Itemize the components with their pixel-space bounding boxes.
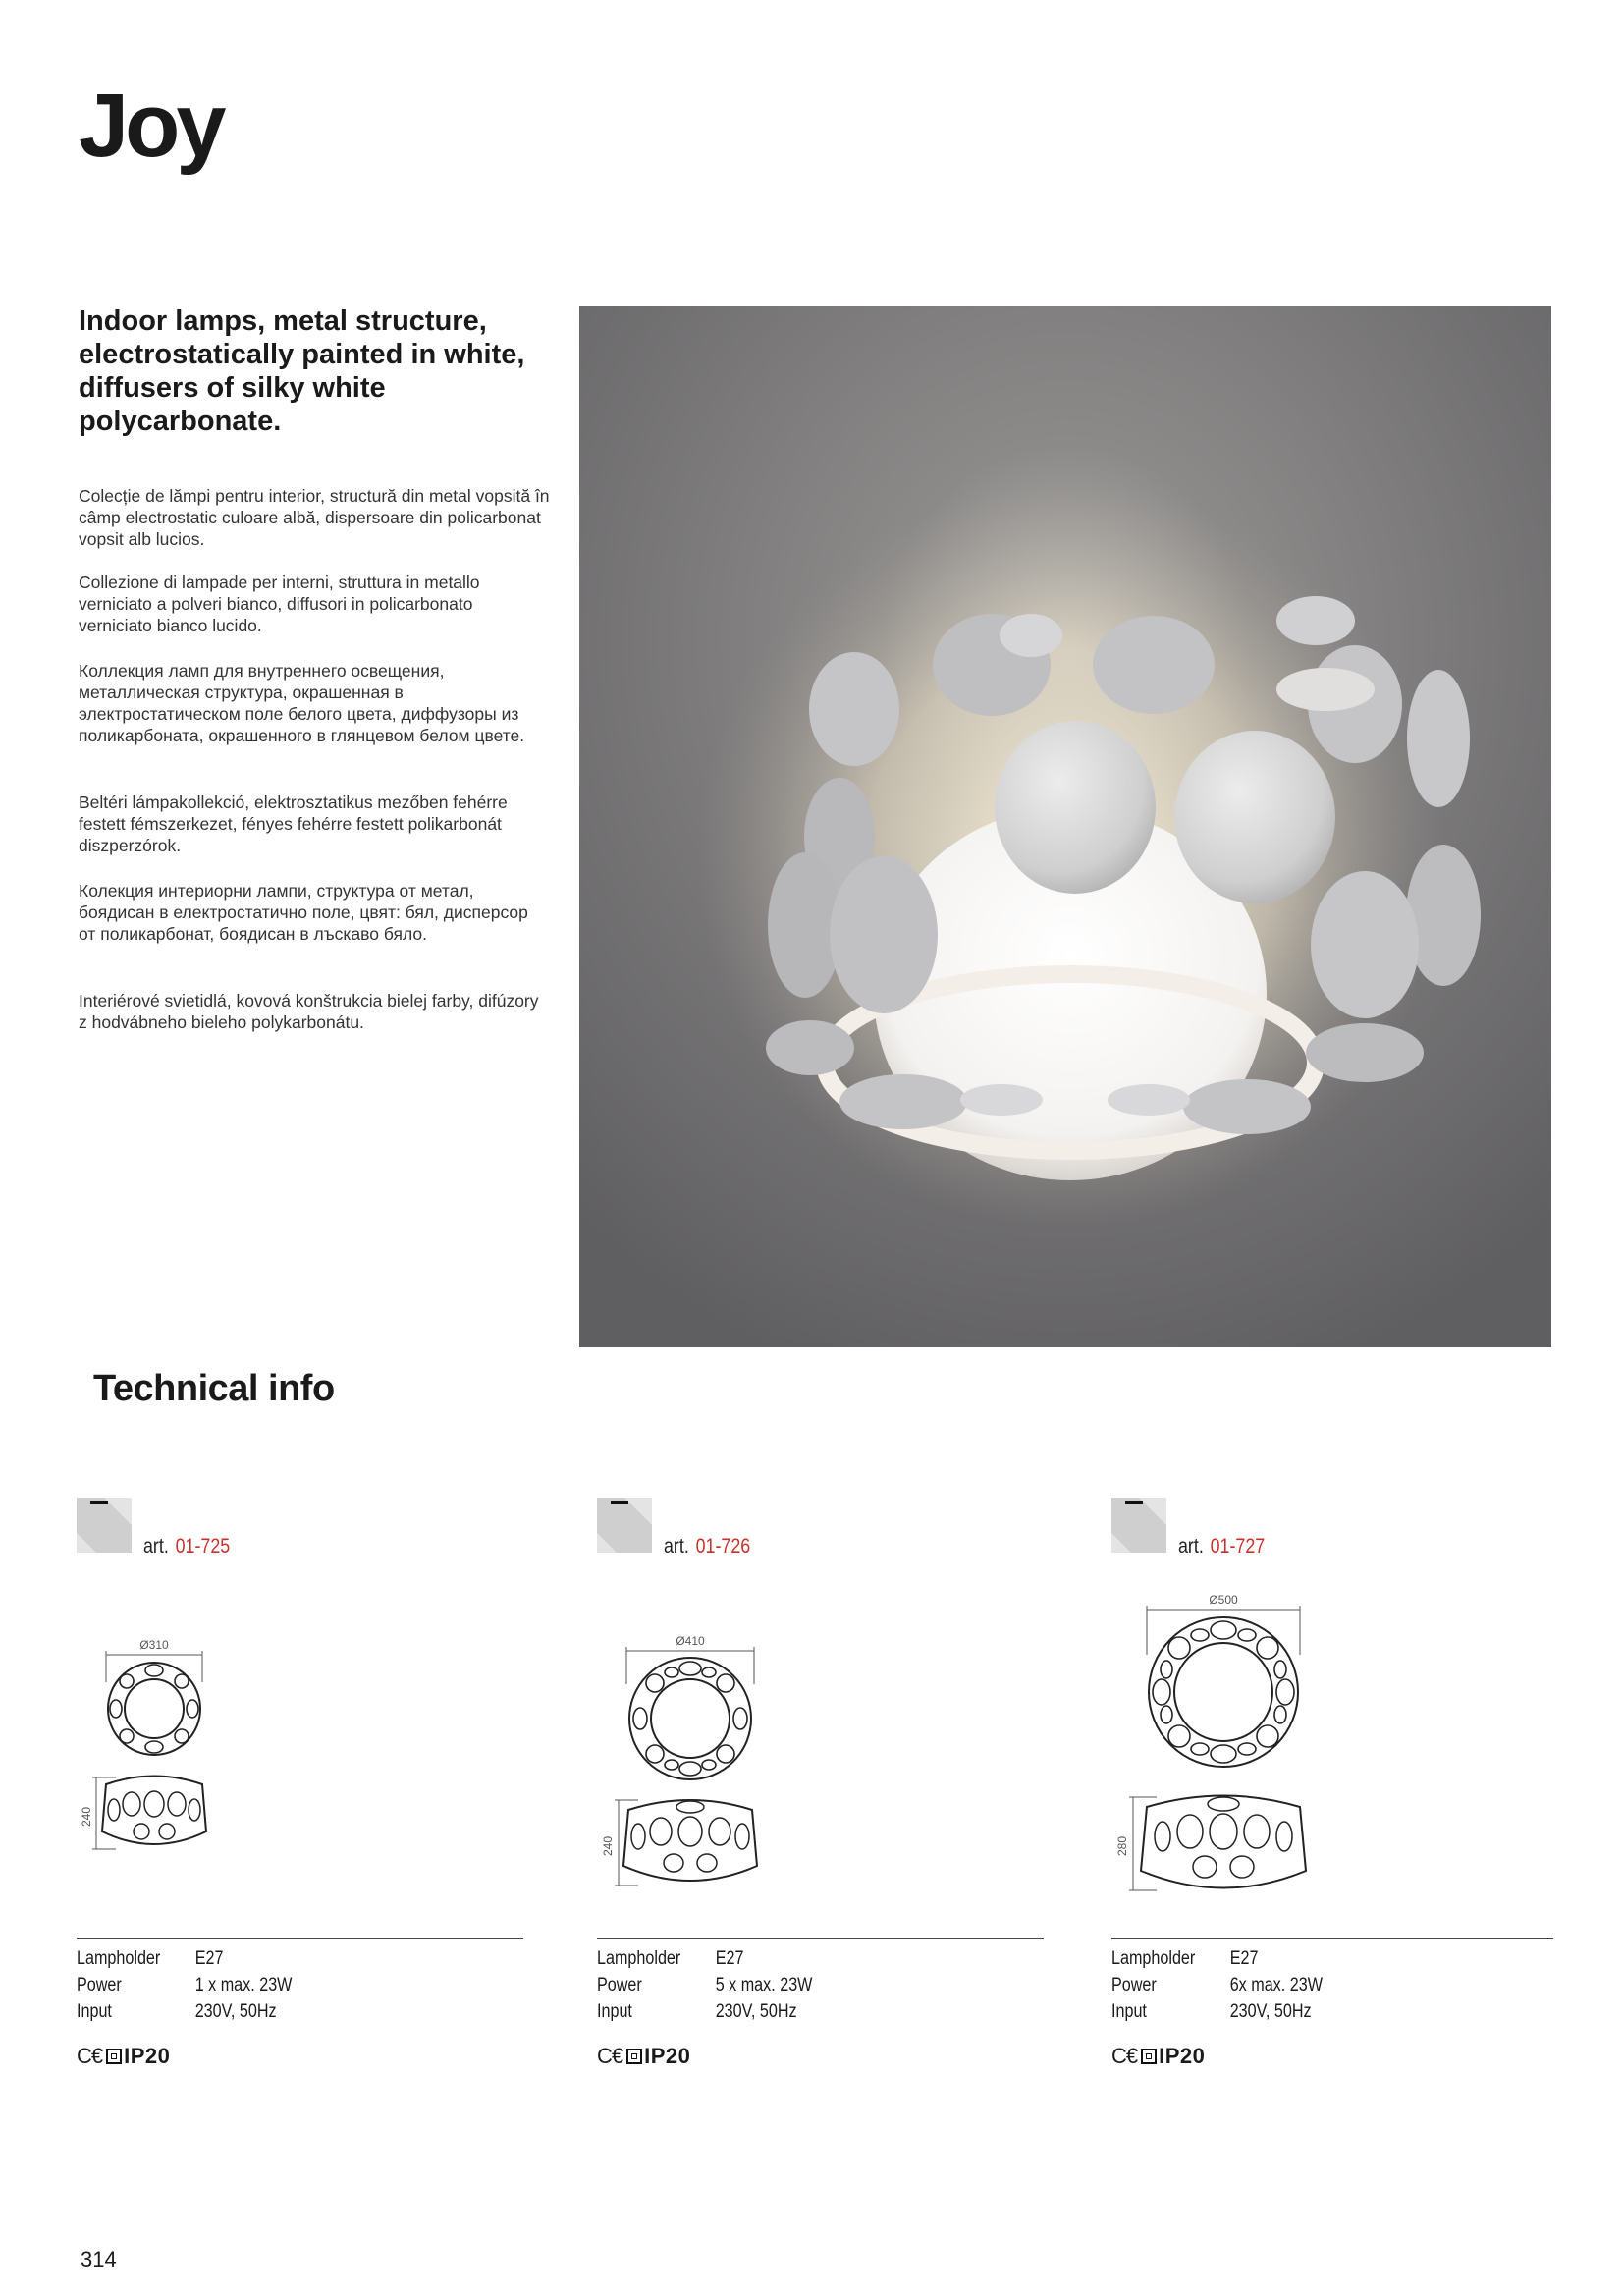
ip-rating: IP20 xyxy=(644,2044,691,2068)
spec-divider xyxy=(1111,1938,1553,1939)
intro-paragraph-ro: Colecție de lămpi pentru interior, structură din metal vopsită în câmp electrostatic culoare albă, dispersoare din policarbonat vopsit alb lucios. xyxy=(79,486,550,549)
height-label: 280 xyxy=(1115,1835,1129,1857)
spec-row xyxy=(597,1972,812,1998)
article-prefix: art. xyxy=(664,1535,689,1558)
technical-drawing xyxy=(1111,1566,1563,1940)
spec-label: Lampholder xyxy=(597,1948,681,1969)
spec-value: E27 xyxy=(715,1948,744,1969)
technical-drawing xyxy=(77,1566,528,1940)
spec-label: Power xyxy=(597,1975,642,1995)
article-line xyxy=(664,1535,750,1558)
ceiling-mount-icon xyxy=(77,1498,132,1553)
diameter-label: Ø500 xyxy=(1209,1593,1238,1607)
technical-drawing xyxy=(597,1566,1049,1940)
spec-value: 6x max. 23W xyxy=(1229,1975,1323,1995)
article-line xyxy=(143,1535,230,1558)
spec-row xyxy=(77,1945,292,1972)
spec-row xyxy=(1111,1972,1323,1998)
article-prefix: art. xyxy=(1178,1535,1204,1558)
spec-value: E27 xyxy=(1229,1948,1259,1969)
certification-marks xyxy=(1111,2044,1205,2069)
ip-rating: IP20 xyxy=(124,2044,171,2068)
spec-label: Lampholder xyxy=(1111,1948,1196,1969)
certification-marks xyxy=(77,2044,170,2069)
ceiling-mount-icon xyxy=(597,1498,652,1553)
diameter-label: Ø310 xyxy=(139,1638,169,1652)
spec-label: Input xyxy=(1111,2001,1147,2022)
diameter-label: Ø410 xyxy=(676,1634,705,1648)
intro-paragraph-it: Collezione di lampade per interni, struttura in metallo verniciato a polveri bianco, diffusori in policarbonato verniciato bianco lucido. xyxy=(79,573,480,635)
article-prefix: art. xyxy=(143,1535,169,1558)
intro-heading: Indoor lamps, metal structure, electrostatically painted in white, diffusers of silky white polycarbonate. xyxy=(79,305,525,437)
spec-label: Power xyxy=(77,1975,122,1995)
ce-mark: C€ xyxy=(77,2044,103,2068)
spec-label: Power xyxy=(1111,1975,1157,1995)
height-label: 240 xyxy=(80,1806,93,1828)
spec-value: 230V, 50Hz xyxy=(1229,2001,1312,2022)
article-code: 01-727 xyxy=(1210,1535,1266,1558)
technical-info-heading: Technical info xyxy=(93,1368,335,1409)
ip-rating: IP20 xyxy=(1159,2044,1206,2068)
ceiling-mount-icon xyxy=(1111,1498,1166,1553)
spec-label: Input xyxy=(77,2001,112,2022)
spec-row xyxy=(597,1998,812,2025)
spec-table xyxy=(77,1945,292,2025)
intro-paragraph-hu: Beltéri lámpakollekció, elektrosztatikus mezőben fehérre festett fémszerkezet, fényes fehérre festett polikarbonát diszperzórok. xyxy=(79,793,508,855)
class-ii-icon xyxy=(626,2049,642,2064)
product-photo xyxy=(579,306,1551,1347)
page-number: 314 xyxy=(81,2247,117,2271)
product-card-01-726 xyxy=(597,1498,1049,2087)
spec-row xyxy=(77,1998,292,2025)
spec-label: Input xyxy=(597,2001,632,2022)
spec-row xyxy=(597,1945,812,1972)
ce-mark: C€ xyxy=(1111,2044,1138,2068)
product-card-01-727 xyxy=(1111,1498,1563,2087)
article-line xyxy=(1178,1535,1265,1558)
spec-value: E27 xyxy=(194,1948,224,1969)
intro-paragraph-ru: Коллекция ламп для внутреннего освещения, металлическая структура, окрашенная в электростатическом поле белого цвета, диффузоры из поликарбоната, окрашенного в глянцевом белом цвете. xyxy=(79,661,525,745)
spec-divider xyxy=(597,1938,1044,1939)
page-title: Joy xyxy=(79,76,223,176)
intro-paragraph-sk: Interiérové svietidlá, kovová konštrukcia bielej farby, difúzory z hodvábneho bieleho polykarbonátu. xyxy=(79,991,539,1032)
spec-value: 230V, 50Hz xyxy=(715,2001,797,2022)
article-code: 01-725 xyxy=(175,1535,231,1558)
class-ii-icon xyxy=(106,2049,122,2064)
spec-row xyxy=(1111,1945,1323,1972)
certification-marks xyxy=(597,2044,690,2069)
spec-label: Lampholder xyxy=(77,1948,161,1969)
spec-table xyxy=(597,1945,812,2025)
class-ii-icon xyxy=(1141,2049,1157,2064)
height-label: 240 xyxy=(601,1835,615,1857)
spec-value: 1 x max. 23W xyxy=(194,1975,293,1995)
spec-table xyxy=(1111,1945,1323,2025)
spec-divider xyxy=(77,1938,523,1939)
article-code: 01-726 xyxy=(695,1535,751,1558)
spec-row xyxy=(77,1972,292,1998)
spec-value: 230V, 50Hz xyxy=(194,2001,277,2022)
product-card-01-725 xyxy=(77,1498,528,2087)
intro-paragraph-bg: Колекция интериорни лампи, структура от метал, боядисан в електростатично поле, цвят: бял, дисперсор от поликарбонат, боядисан в лъскаво бяло. xyxy=(79,881,528,944)
spec-value: 5 x max. 23W xyxy=(715,1975,813,1995)
spec-row xyxy=(1111,1998,1323,2025)
ce-mark: C€ xyxy=(597,2044,623,2068)
